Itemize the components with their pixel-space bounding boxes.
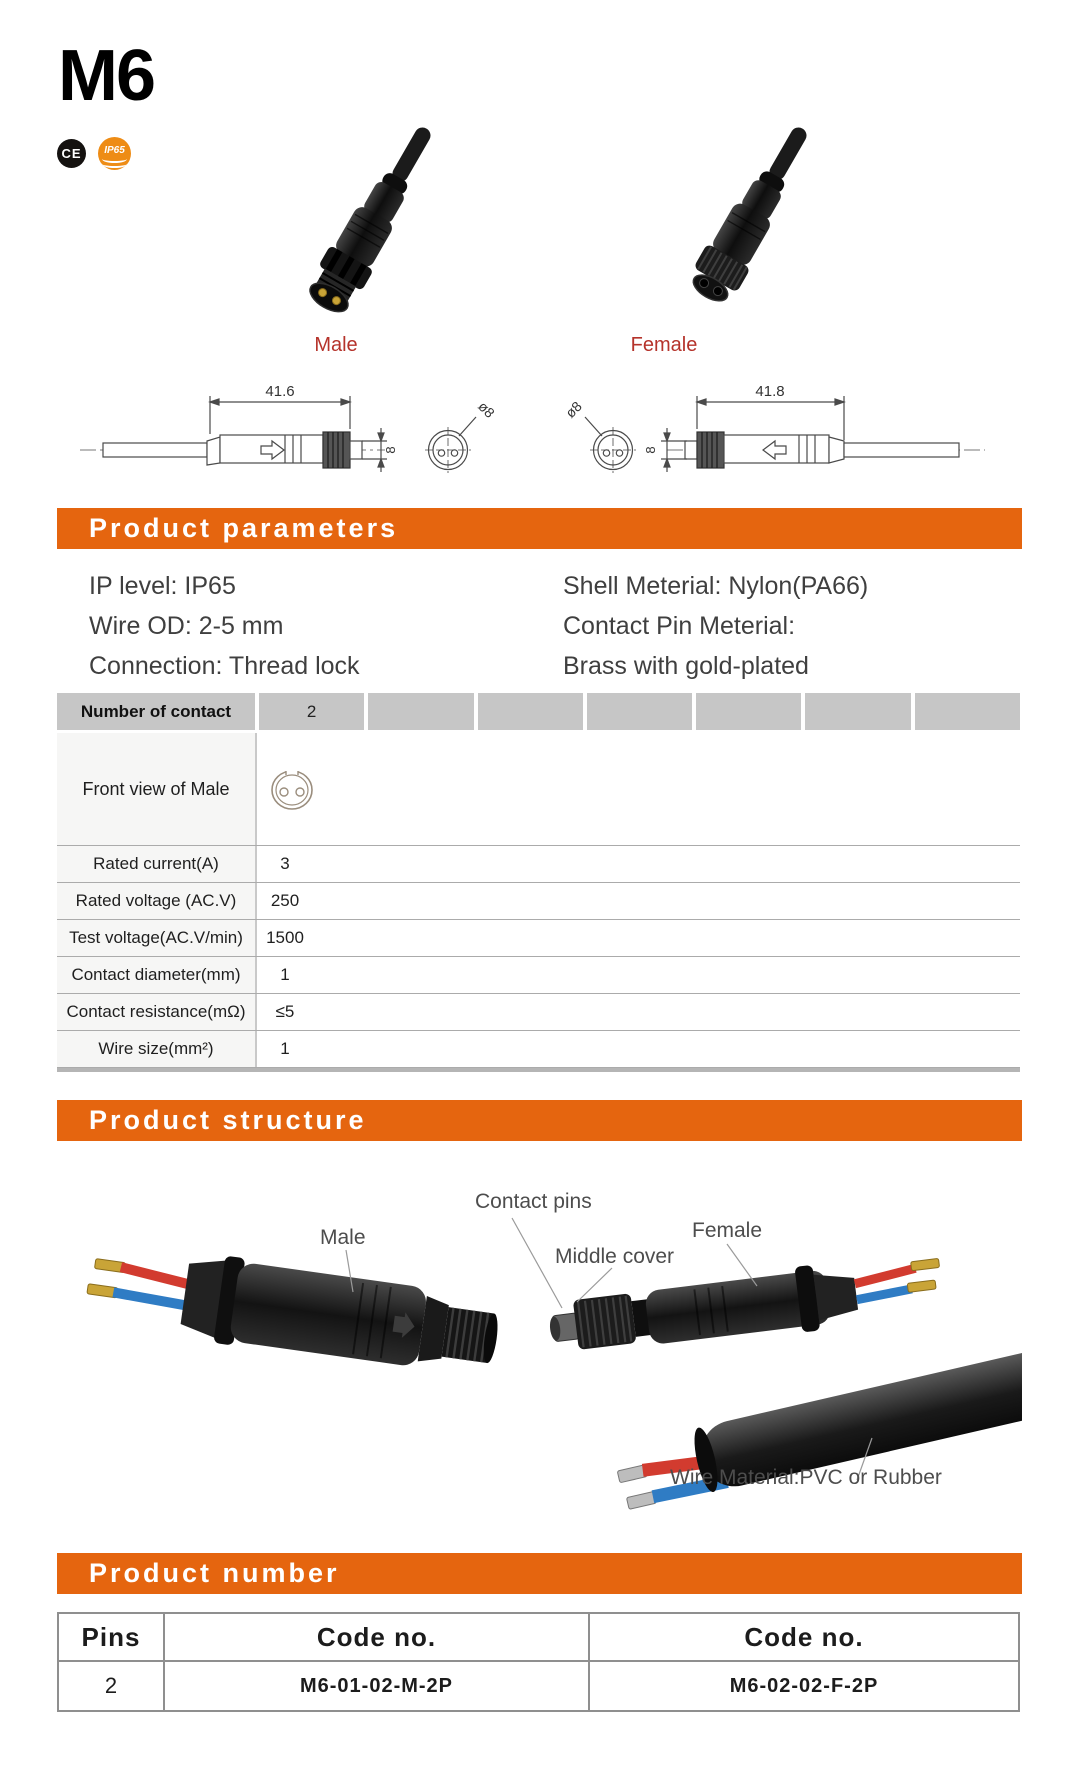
male-front-view-icon <box>269 768 315 810</box>
column-header-code-male: Code no. <box>165 1614 590 1662</box>
column-header-pins: Pins <box>59 1614 165 1662</box>
spec-connection: Connection: Thread lock <box>89 652 360 680</box>
dimension-drawing <box>55 330 1025 475</box>
male-diameter-dim: ø8 <box>475 398 498 421</box>
row-value: 3 <box>280 854 290 873</box>
row-label: Test voltage(AC.V/min) <box>57 920 257 956</box>
male-length-dim: 41.6 <box>265 383 295 400</box>
wave-decoration-icon <box>102 160 127 168</box>
table-row <box>57 883 1020 920</box>
table-row <box>57 920 1020 957</box>
pins-count-cell: 2 <box>59 1662 165 1710</box>
product-number-table <box>57 1612 1020 1712</box>
table-row <box>57 733 1020 846</box>
section-header-structure: Product structure <box>57 1100 1022 1141</box>
section-header-parameters: Product parameters <box>57 508 1022 549</box>
row-value: 1 <box>280 965 290 984</box>
header-empty-cell <box>478 693 583 730</box>
female-photo-caption: Female <box>630 334 698 356</box>
header-empty-cell <box>805 693 910 730</box>
parameters-table-header <box>57 693 1020 730</box>
ce-badge-label: CE <box>61 146 82 161</box>
row-label: Wire size(mm²) <box>57 1031 257 1067</box>
header-contact-count: 2 <box>259 693 364 730</box>
row-label: Rated current(A) <box>57 846 257 882</box>
row-value: 1 <box>280 1039 290 1058</box>
header-empty-cell <box>368 693 473 730</box>
label-contact-pins: Contact pins <box>475 1190 592 1213</box>
spec-shell-material: Shell Meterial: Nylon(PA66) <box>563 572 869 600</box>
table-row <box>57 994 1020 1031</box>
male-code-cell: M6-01-02-M-2P <box>165 1662 590 1710</box>
ip65-badge-label: IP65 <box>104 145 125 156</box>
male-height-dim: 8 <box>383 446 398 454</box>
front-view-cell <box>257 733 1020 845</box>
header-empty-cell <box>587 693 692 730</box>
label-female: Female <box>692 1219 763 1242</box>
ip65-rating-icon <box>98 137 131 170</box>
table-row <box>57 846 1020 883</box>
male-connector-photo <box>292 112 452 334</box>
page-title: M6 <box>58 36 155 116</box>
front-view-row-label: Front view of Male <box>57 733 257 845</box>
parameters-table <box>57 693 1020 1072</box>
column-header-code-female: Code no. <box>590 1614 1018 1662</box>
row-label: Rated voltage (AC.V) <box>57 883 257 919</box>
female-code-cell: M6-02-02-F-2P <box>729 1674 879 1697</box>
table-row <box>57 1031 1020 1068</box>
label-middle-cover: Middle cover <box>555 1245 675 1268</box>
spec-contact-pin-material: Contact Pin Meterial: <box>563 612 796 640</box>
spec-wire-od: Wire OD: 2-5 mm <box>89 612 284 640</box>
male-photo-caption: Male <box>314 334 358 356</box>
row-value: 1500 <box>266 928 304 947</box>
row-label: Contact resistance(mΩ) <box>57 994 257 1030</box>
table-row <box>57 957 1020 994</box>
label-male: Male <box>320 1226 366 1249</box>
spec-list-left <box>89 566 360 686</box>
female-length-dim: 41.8 <box>755 383 785 400</box>
spec-ip-level: IP level: IP65 <box>89 572 236 600</box>
female-diameter-dim: ø8 <box>562 398 585 421</box>
header-number-of-contact: Number of contact <box>57 693 255 730</box>
table-bottom-border <box>57 1068 1020 1072</box>
female-connector-photo <box>668 112 828 334</box>
row-value: ≤5 <box>275 1002 295 1021</box>
header-empty-cell <box>915 693 1020 730</box>
row-label: Contact diameter(mm) <box>57 957 257 993</box>
spec-pin-plating: Brass with gold-plated <box>563 652 809 680</box>
structure-male-connector <box>83 1237 503 1381</box>
female-height-dim: 8 <box>643 446 658 454</box>
ce-certification-icon <box>57 139 86 168</box>
row-value: 250 <box>270 891 300 910</box>
header-empty-cell <box>696 693 801 730</box>
label-wire-material: Wire Material:PVC or Rubber <box>670 1466 942 1489</box>
spec-list-right <box>563 566 868 686</box>
section-header-product-number: Product number <box>57 1553 1022 1594</box>
certification-badges <box>57 137 131 170</box>
